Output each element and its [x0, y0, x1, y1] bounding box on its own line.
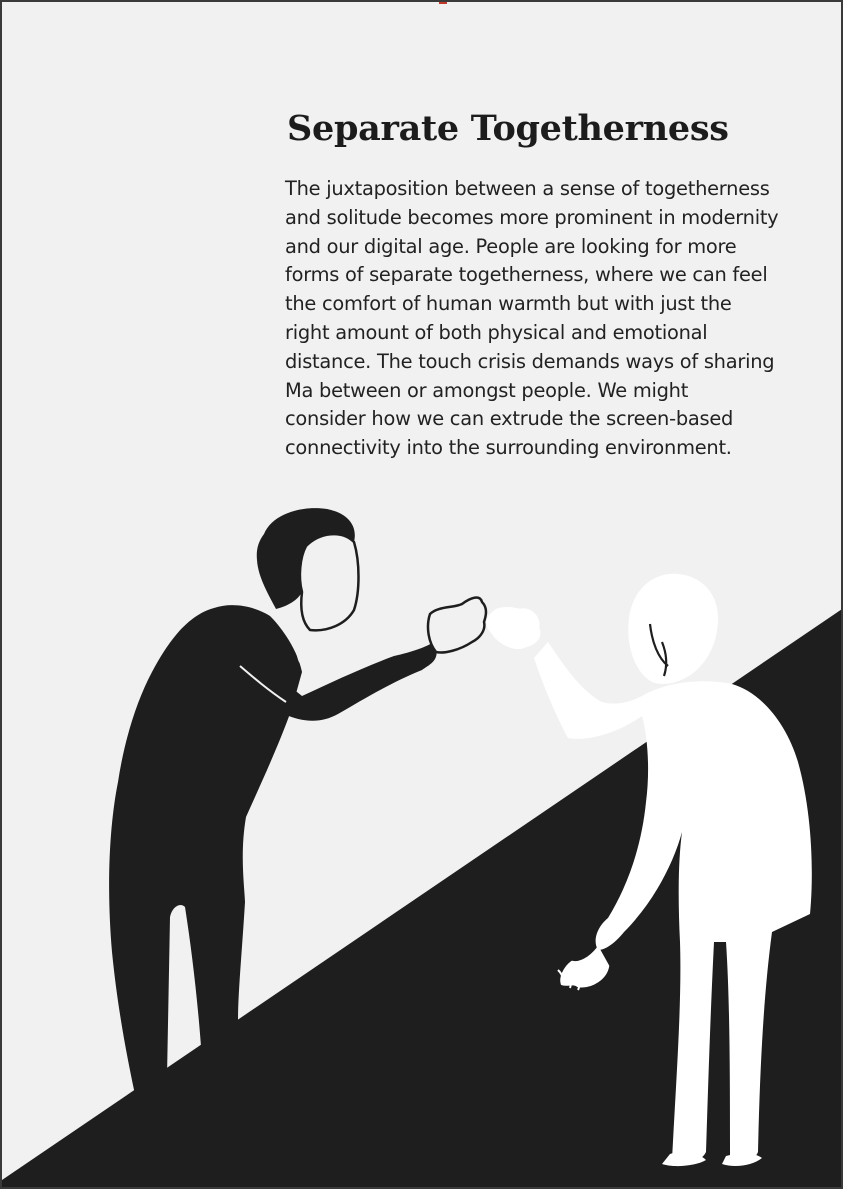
body-line: connectivity into the surrounding environment.: [285, 436, 732, 460]
body-line: and solitude becomes more prominent in modernity: [285, 205, 779, 229]
body-line: Ma between or amongst people. We might: [285, 378, 689, 402]
page-title: Separate Togetherness: [287, 108, 729, 149]
body-line: The juxtaposition between a sense of togetherness: [285, 177, 770, 200]
black-figure-face: [300, 534, 359, 630]
body-paragraph: [285, 175, 805, 463]
black-figure-fist: [428, 598, 486, 653]
body-line: distance. The touch crisis demands ways of sharing: [285, 349, 775, 373]
body-line: the comfort of human warmth but with just the: [285, 292, 732, 316]
body-line: and our digital age. People are looking for more: [285, 234, 737, 258]
white-figure-open-hand: [488, 608, 540, 648]
body-line: consider how we can extrude the screen-based: [285, 407, 734, 431]
body-line: right amount of both physical and emotional: [285, 320, 708, 344]
body-line: forms of separate togetherness, where we can feel: [285, 263, 768, 287]
